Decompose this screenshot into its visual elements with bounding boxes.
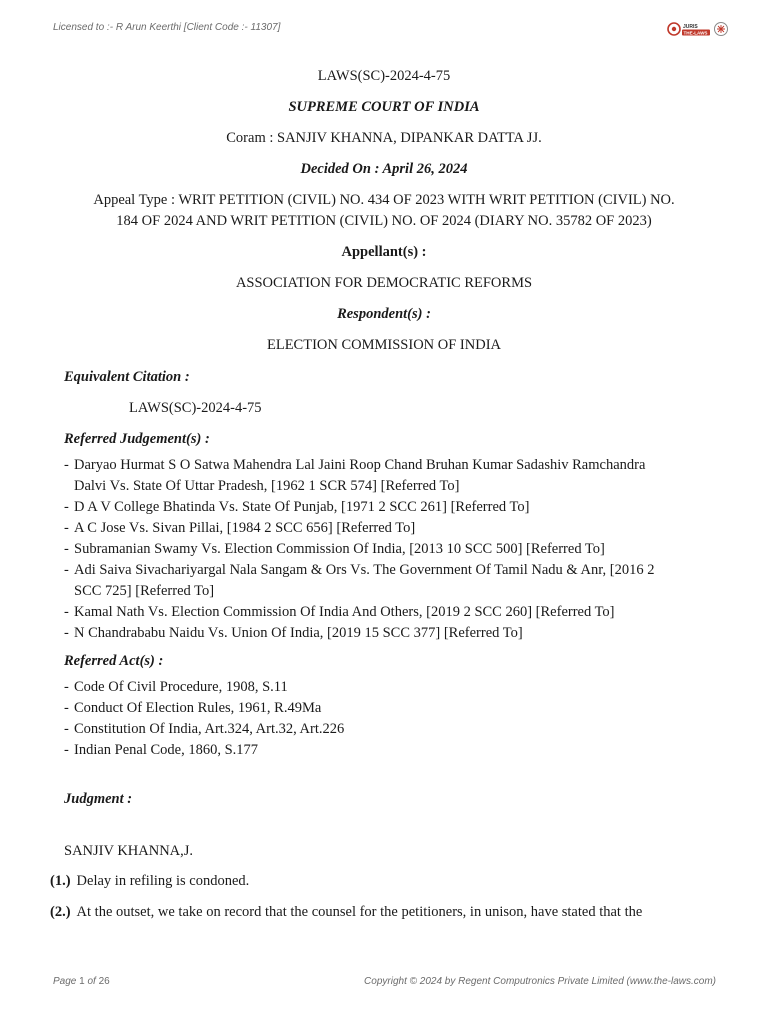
- page-number: Page 1 of 26: [53, 976, 110, 987]
- paragraph-text: At the outset, we take on record that the counsel for the petitioners, in unison, have stated that the: [76, 904, 643, 920]
- coram: Coram : SANJIV KHANNA, DIPANKAR DATTA JJ.: [226, 130, 542, 146]
- list-item: - D A V College Bhatinda Vs. State Of Punjab, [1971 2 SCC 261] [Referred To]: [64, 497, 714, 518]
- list-item: - Code Of Civil Procedure, 1908, S.11: [64, 677, 714, 698]
- list-item: - A C Jose Vs. Sivan Pillai, [1984 2 SCC 656] [Referred To]: [64, 518, 714, 539]
- juris-the-laws-logo-icon: [666, 19, 730, 39]
- list-item: - Kamal Nath Vs. Election Commission Of India And Others, [2019 2 SCC 260] [Referred To]: [64, 602, 714, 623]
- copyright-footer: Copyright © 2024 by Regent Computronics Private Limited (www.the-laws.com): [364, 976, 716, 987]
- svg-text:THE-LAWS: THE-LAWS: [683, 30, 708, 36]
- license-header: Licensed to :- R Arun Keerthi [Client Code :- 11307]: [53, 22, 281, 33]
- list-item: - N Chandrababu Naidu Vs. Union Of India, [2019 15 SCC 377] [Referred To]: [64, 623, 714, 644]
- judgment-paragraph: [50, 871, 700, 892]
- referred-acts-label: Referred Act(s) :: [64, 653, 164, 669]
- equivalent-citation-label: Equivalent Citation :: [64, 369, 190, 385]
- court-name: SUPREME COURT OF INDIA: [288, 99, 480, 115]
- appeal-type-line-2: 184 OF 2024 AND WRIT PETITION (CIVIL) NO. OF 2024 (DIARY NO. 35782 OF 2023): [116, 213, 652, 229]
- paragraph-text: Delay in refiling is condoned.: [76, 873, 250, 889]
- referred-judgements-label: Referred Judgement(s) :: [64, 431, 210, 447]
- list-item: - Constitution Of India, Art.324, Art.32, Art.226: [64, 719, 714, 740]
- equivalent-citation-value: LAWS(SC)-2024-4-75: [129, 400, 262, 416]
- list-item: - Adi Saiva Sivachariyargal Nala Sangam & Ors Vs. The Government Of Tamil Nadu & Anr, [2016 2 SCC 725] [Referred To]: [64, 560, 714, 602]
- appeal-type-line-1: Appeal Type : WRIT PETITION (CIVIL) NO. 434 OF 2023 WITH WRIT PETITION (CIVIL) NO.: [93, 192, 675, 208]
- decided-on: Decided On : April 26, 2024: [300, 161, 468, 177]
- list-item: - Indian Penal Code, 1860, S.177: [64, 740, 714, 761]
- judgment-label: Judgment :: [64, 791, 133, 807]
- svg-text:JURIS: JURIS: [683, 24, 698, 30]
- list-item: - Subramanian Swamy Vs. Election Commission Of India, [2013 10 SCC 500] [Referred To]: [64, 539, 714, 560]
- respondent-label: Respondent(s) :: [337, 306, 431, 322]
- case-citation: LAWS(SC)-2024-4-75: [317, 68, 451, 84]
- judgment-paragraph: [50, 902, 718, 923]
- referred-acts-list: [64, 677, 714, 761]
- list-item: - Conduct Of Election Rules, 1961, R.49Ma: [64, 698, 714, 719]
- list-item: - Daryao Hurmat S O Satwa Mahendra Lal Jaini Roop Chand Bruhan Kumar Sadashiv Ramchandra Dalvi Vs. State Of Uttar Pradesh, [1962 1 SCR 574] [Referred To]: [64, 455, 714, 497]
- appellant-name: ASSOCIATION FOR DEMOCRATIC REFORMS: [235, 275, 533, 291]
- judgment-author: SANJIV KHANNA,J.: [64, 843, 194, 859]
- paragraph-number: (2.): [50, 904, 71, 920]
- appellant-label: Appellant(s) :: [341, 244, 427, 260]
- referred-judgements-list: [64, 455, 714, 644]
- appeal-type: [50, 190, 718, 232]
- respondent-name: ELECTION COMMISSION OF INDIA: [266, 337, 501, 353]
- paragraph-number: (1.): [50, 873, 71, 889]
